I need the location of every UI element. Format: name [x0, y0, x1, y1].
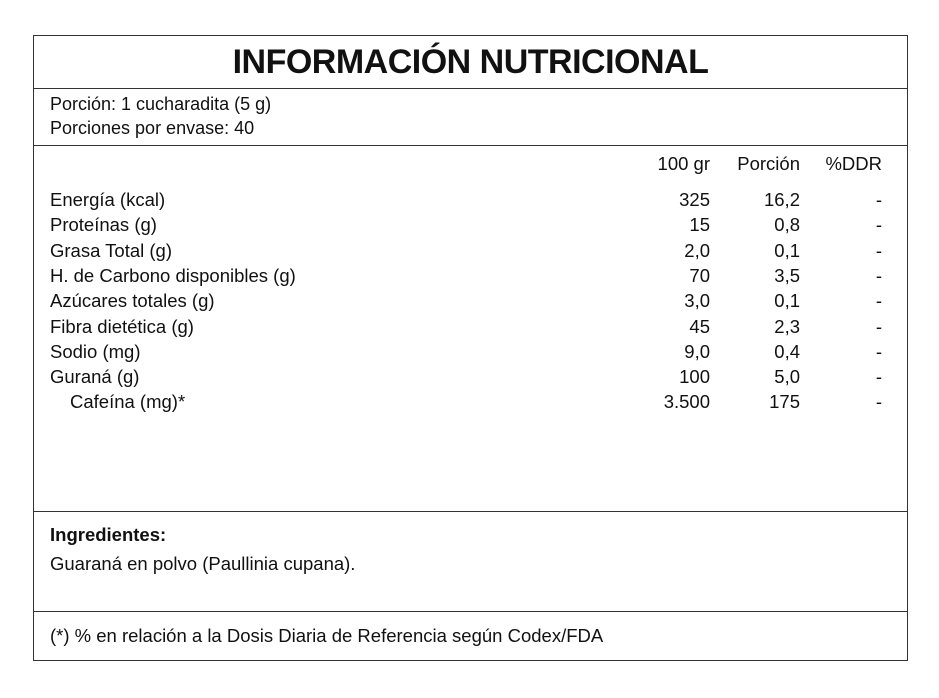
nutrient-value-ddr: - — [875, 214, 882, 236]
column-header-ddr: %DDR — [825, 153, 882, 174]
column-header-portion: Porción — [737, 153, 800, 174]
nutrient-label: Guraná (g) — [50, 366, 140, 388]
nutrition-panel — [33, 35, 908, 661]
ingredients-title: Ingredientes: — [50, 524, 167, 545]
nutrient-label: Sodio (mg) — [50, 340, 141, 362]
ingredients-section — [34, 512, 907, 612]
nutrient-label: Fibra dietética (g) — [50, 315, 194, 337]
nutrient-value-100gr: 9,0 — [684, 340, 710, 362]
nutrient-value-portion: 2,3 — [774, 315, 800, 337]
nutrient-label: H. de Carbono disponibles (g) — [50, 264, 296, 286]
portion-info — [34, 88, 907, 146]
nutrient-value-ddr: - — [875, 264, 882, 286]
nutrient-value-portion: 16,2 — [763, 189, 800, 210]
servings-per-container: Porciones por envase: 40 — [50, 118, 255, 138]
nutrient-label: Cafeína (mg)* — [70, 391, 186, 413]
nutrient-value-100gr: 325 — [679, 189, 710, 210]
nutrient-value-portion: 5,0 — [774, 366, 800, 388]
nutrient-value-100gr: 2,0 — [684, 239, 710, 261]
nutrient-value-100gr: 15 — [689, 214, 710, 236]
nutrient-value-portion: 0,8 — [774, 214, 800, 236]
nutrient-value-portion: 3,5 — [774, 264, 800, 286]
column-header-100gr: 100 gr — [657, 153, 710, 174]
nutrient-value-portion: 0,1 — [774, 239, 800, 261]
nutrient-value-100gr: 3,0 — [684, 290, 710, 312]
portion-size: Porción: 1 cucharadita (5 g) — [50, 94, 272, 114]
nutrient-value-ddr: - — [875, 239, 882, 261]
nutrient-value-ddr: - — [875, 189, 882, 210]
nutrient-value-100gr: 45 — [689, 315, 710, 337]
nutrient-value-ddr: - — [875, 290, 882, 312]
nutrient-value-portion: 0,4 — [774, 340, 800, 362]
nutrient-value-100gr: 70 — [689, 264, 710, 286]
nutrient-value-portion: 0,1 — [774, 290, 800, 312]
page-title: INFORMACIÓN NUTRICIONAL — [232, 42, 709, 81]
nutrient-value-portion: 175 — [769, 391, 800, 413]
nutrient-value-ddr: - — [875, 340, 882, 362]
footnote: (*) % en relación a la Dosis Diaria de Referencia según Codex/FDA — [50, 625, 604, 646]
title-row — [34, 36, 907, 89]
nutrient-label: Azúcares totales (g) — [50, 290, 215, 312]
ingredients-text: Guaraná en polvo (Paullinia cupana). — [50, 553, 356, 574]
nutrient-label: Grasa Total (g) — [50, 239, 173, 261]
nutrient-value-ddr: - — [875, 366, 882, 388]
nutrient-label: Energía (kcal) — [50, 189, 166, 210]
nutrient-value-ddr: - — [875, 315, 882, 337]
nutrient-label: Proteínas (g) — [50, 214, 157, 236]
nutrient-value-ddr: - — [875, 391, 882, 413]
nutrient-value-100gr: 3.500 — [663, 391, 710, 413]
nutrient-value-100gr: 100 — [679, 366, 710, 388]
